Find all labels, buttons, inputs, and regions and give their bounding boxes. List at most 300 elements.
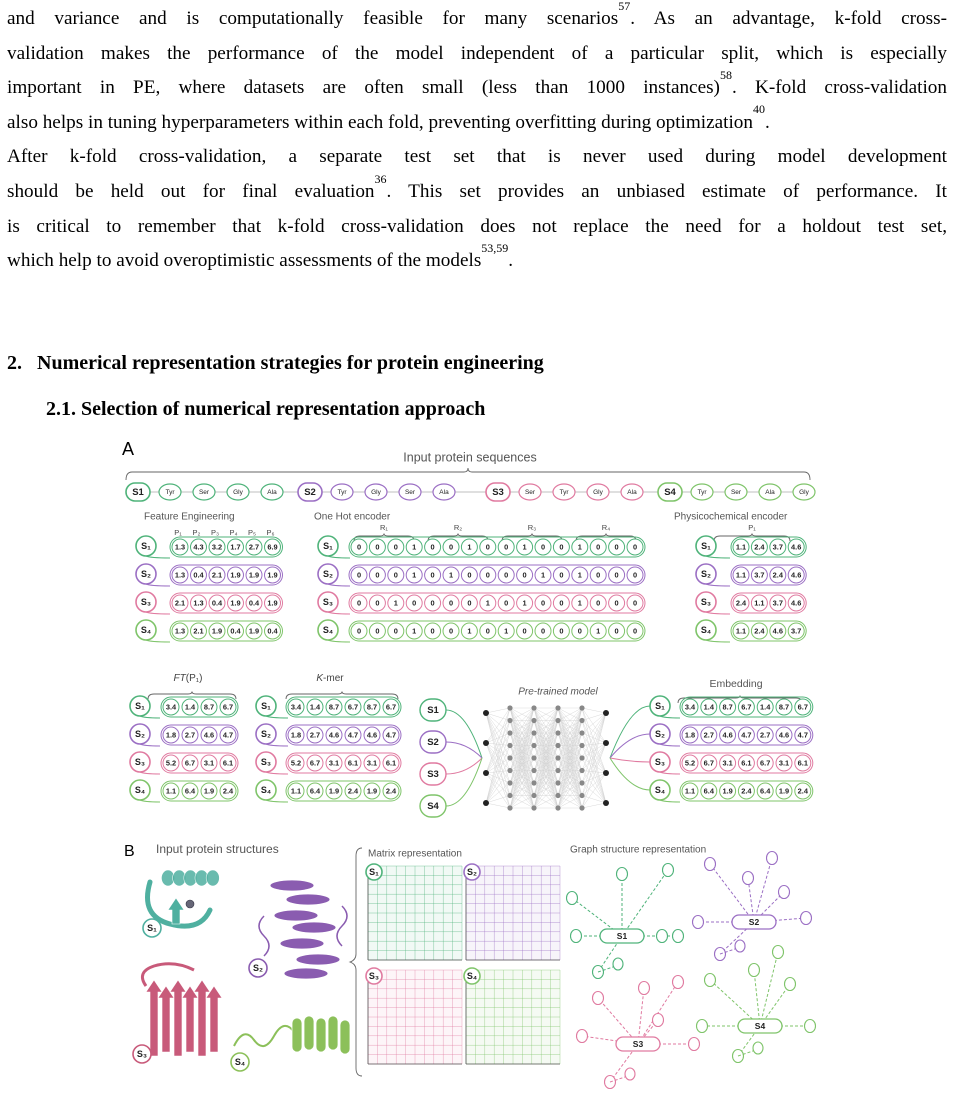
one-hot-value: 1 [448, 570, 454, 580]
body-paragraph [7, 2, 947, 279]
graph-node [663, 864, 674, 877]
network-node [555, 768, 560, 773]
graph-center-label: S3 [632, 1038, 644, 1049]
kmer-value: 5.2 [290, 758, 302, 768]
model-output-connector [610, 706, 650, 758]
one-hot-value: 0 [430, 598, 435, 608]
network-node [579, 705, 584, 710]
network-node [555, 718, 560, 723]
sequence-badge-label: S₁ [135, 700, 145, 711]
graph-node [571, 930, 582, 943]
sequence-badge-label: S₁ [655, 700, 665, 711]
sequence-badge-label: S₁ [369, 866, 379, 877]
sequence-badge-label: S₃ [140, 596, 152, 607]
feature-header: P₁ [174, 527, 182, 537]
one-hot-value: 0 [430, 626, 435, 636]
beta-strand [182, 986, 198, 1052]
network-node [531, 793, 536, 798]
feature-value: 0.4 [248, 598, 260, 608]
physicochemical-value: 3.7 [791, 626, 802, 636]
one-hot-value: 1 [596, 626, 601, 636]
one-hot-value: 1 [412, 626, 417, 636]
beta-strand [158, 986, 174, 1052]
feature-value: 1.9 [267, 598, 278, 608]
kmer-value: 8.7 [328, 702, 340, 712]
network-node [507, 718, 512, 723]
network-edge [486, 708, 510, 803]
network-node [531, 718, 536, 723]
feature-value: 1.7 [230, 542, 241, 552]
one-hot-group-label: R₂ [453, 522, 463, 532]
sequence-badge-label: S₁ [323, 540, 333, 551]
ft-value: 3.4 [165, 702, 177, 712]
one-hot-value: 1 [577, 570, 582, 580]
citation-superscript: 53,59 [481, 240, 509, 255]
graph-node [593, 992, 604, 1005]
residue-label: Ser [198, 489, 210, 497]
residue-label: Ala [765, 489, 775, 497]
graph-node [743, 872, 754, 885]
sequence-id: S2 [304, 487, 316, 499]
beta-strand [168, 898, 184, 924]
model-output-connector [610, 734, 650, 758]
feature-value: 2.1 [174, 598, 186, 608]
residue-label: Gly [799, 489, 809, 497]
residue-label: Gly [233, 489, 243, 497]
kmer-value: 8.7 [366, 702, 378, 712]
kmer-value: 4.7 [347, 730, 359, 740]
embedding-value: 1.4 [703, 702, 714, 712]
sequence-badge-label: S₂ [466, 866, 478, 877]
kmer-value: 3.1 [366, 758, 378, 768]
residue-label: Tyr [559, 489, 569, 497]
one-hot-value: 0 [522, 570, 527, 580]
physicochemical-value: 3.7 [772, 598, 783, 608]
network-node [603, 740, 609, 746]
embedding-value: 2.7 [703, 730, 714, 740]
graph-node [653, 1014, 664, 1027]
sequence-id: S4 [664, 487, 676, 499]
graph-edge [760, 952, 778, 1026]
kmer-value: 6.1 [385, 758, 397, 768]
network-node [507, 755, 512, 760]
sequence-badge-label: S₁ [701, 540, 711, 551]
network-node [555, 730, 560, 735]
kmer-value: 6.7 [347, 702, 359, 712]
ft-value: 6.4 [184, 786, 196, 796]
network-node [579, 743, 584, 748]
one-hot-value: 0 [559, 570, 564, 580]
graph-node [785, 978, 796, 991]
network-edge [486, 803, 510, 808]
ft-title: FT(P₁) [173, 672, 203, 684]
embedding-value: 2.4 [797, 786, 808, 796]
feature-value: 1.9 [267, 570, 278, 580]
graph-node [773, 946, 784, 959]
one-hot-value: 0 [596, 542, 601, 552]
graph-node [779, 886, 790, 899]
one-hot-value: 0 [375, 542, 380, 552]
residue-label: Ser [730, 489, 742, 497]
one-hot-value: 0 [485, 570, 490, 580]
physicochemical-value: 4.6 [791, 598, 802, 608]
ft-value: 5.2 [165, 758, 177, 768]
graph-node [577, 1030, 588, 1043]
figure [110, 436, 830, 1111]
embedding-value: 6.4 [760, 786, 771, 796]
kmer-value: 3.4 [290, 702, 302, 712]
sequence-id: S1 [132, 487, 144, 499]
row-connector [266, 772, 288, 774]
ft-value: 4.6 [203, 730, 215, 740]
one-hot-value: 0 [430, 570, 435, 580]
model-input-label: S1 [427, 705, 439, 717]
network-edge [582, 713, 606, 808]
kmer-value: 4.7 [385, 730, 397, 740]
one-hot-group-label: R₁ [380, 522, 388, 532]
sequence-badge-label: S₄ [654, 784, 666, 795]
network-edge [582, 803, 606, 808]
feature-value: 1.3 [174, 626, 186, 636]
helix-cylinder [296, 954, 340, 965]
network-node [579, 730, 584, 735]
one-hot-value: 0 [559, 626, 564, 636]
sequence-badge-label: S₂ [700, 568, 712, 579]
row-connector [266, 716, 288, 718]
one-hot-value: 0 [504, 570, 509, 580]
network-node [579, 805, 584, 810]
physicochemical-value: 3.7 [754, 570, 765, 580]
embedding-value: 3.1 [778, 758, 790, 768]
kmer-value: 4.6 [328, 730, 340, 740]
one-hot-value: 0 [485, 542, 490, 552]
feature-value: 1.9 [230, 598, 241, 608]
network-node [531, 780, 536, 785]
one-hot-value: 1 [504, 626, 509, 636]
sequence-badge-label: S₂ [140, 568, 152, 579]
graph-node [753, 1042, 763, 1054]
ft-value: 2.7 [184, 730, 196, 740]
helix-cylinder [274, 910, 318, 921]
ft-value: 6.7 [222, 702, 234, 712]
feature-value: 1.9 [248, 626, 260, 636]
one-hot-value: 1 [540, 570, 546, 580]
physicochemical-value: 4.6 [791, 542, 802, 552]
row-connector [706, 556, 730, 558]
row-connector [706, 640, 730, 642]
one-hot-value: 1 [485, 598, 490, 608]
helix-turn [206, 870, 219, 886]
one-hot-title: One Hot encoder [314, 511, 391, 523]
residue-label: Ala [627, 489, 637, 497]
network-node [555, 743, 560, 748]
network-node [483, 770, 489, 776]
kmer-value: 4.6 [366, 730, 378, 740]
one-hot-value: 0 [448, 542, 454, 552]
one-hot-group-label: R₃ [527, 522, 537, 532]
matrix-title: Matrix representation [368, 848, 462, 860]
graph-node [705, 974, 716, 987]
ft-value: 1.8 [165, 730, 177, 740]
kmer-value: 6.4 [309, 786, 321, 796]
ft-value: 6.7 [184, 758, 196, 768]
ft-value: 1.9 [203, 786, 215, 796]
network-node [507, 730, 512, 735]
feature-header: P₂ [192, 527, 201, 537]
one-hot-value: 0 [448, 598, 454, 608]
feature-value: 4.3 [193, 542, 204, 552]
network-node [555, 705, 560, 710]
graph-node [689, 1038, 700, 1051]
network-node [483, 740, 489, 746]
network-node [531, 730, 536, 735]
embedding-value: 1.9 [722, 786, 733, 796]
physicochemical-value: 2.4 [754, 542, 765, 552]
model-input-label: S2 [427, 737, 439, 749]
one-hot-value: 0 [540, 626, 546, 636]
embedding-value: 6.7 [797, 702, 808, 712]
feature-header: P₄ [229, 527, 238, 537]
input-sequences-title: Input protein sequences [403, 450, 537, 465]
graph-node [735, 940, 745, 952]
beta-strand [194, 980, 210, 1056]
one-hot-value: 0 [393, 570, 398, 580]
one-hot-value: 0 [540, 542, 546, 552]
embedding-value: 3.4 [684, 702, 696, 712]
physicochemical-value: 2.4 [772, 570, 783, 580]
network-node [531, 743, 536, 748]
network-node [579, 780, 584, 785]
one-hot-value: 0 [614, 598, 619, 608]
graph-edge [638, 988, 644, 1044]
network-node [507, 805, 512, 810]
graph-node [767, 852, 778, 865]
one-hot-value: 0 [393, 542, 398, 552]
embedding-value: 6.4 [703, 786, 714, 796]
one-hot-value: 0 [632, 570, 638, 580]
citation-superscript: 36 [374, 171, 387, 186]
embedding-value: 2.4 [741, 786, 752, 796]
feature-value: 2.7 [248, 542, 260, 552]
physicochemical-value: 1.1 [735, 542, 747, 552]
graph-edge [754, 858, 772, 922]
one-hot-value: 1 [412, 542, 417, 552]
feature-value: 0.4 [267, 626, 278, 636]
network-node [507, 705, 512, 710]
graph-center-label: S4 [754, 1020, 766, 1031]
embedding-value: 8.7 [722, 702, 733, 712]
embedding-value: 1.8 [684, 730, 696, 740]
sequence-badge-label: S₄ [260, 784, 272, 795]
helix-cylinder [340, 1020, 350, 1054]
physicochemical-value: 3.7 [772, 542, 783, 552]
feature-header: P₅ [247, 527, 257, 537]
brace [148, 692, 236, 700]
feature-value: 3.2 [211, 542, 223, 552]
graph-node [673, 976, 684, 989]
kmer-value: 1.4 [309, 702, 321, 712]
structure-s2-loop [337, 906, 347, 946]
one-hot-value: 0 [393, 626, 398, 636]
paragraph-line: After k-fold cross-validation, a separate test set that is never used during model development [7, 146, 947, 168]
network-node [555, 780, 560, 785]
model-input-connector [446, 710, 482, 758]
residue-label: Tyr [337, 489, 347, 497]
embedding-value: 1.9 [778, 786, 790, 796]
embedding-value: 1.1 [684, 786, 696, 796]
network-node [603, 710, 609, 716]
graph-node [657, 930, 668, 943]
network-node [555, 793, 560, 798]
helix-cylinder [280, 938, 324, 949]
sequence-badge-label: S₂ [260, 728, 272, 739]
sequence-badge-label: S₂ [134, 728, 146, 739]
ft-value: 1.1 [165, 786, 177, 796]
brace [126, 468, 810, 480]
row-connector [706, 612, 730, 614]
one-hot-value: 0 [614, 570, 619, 580]
one-hot-value: 1 [393, 598, 398, 608]
graph-node [613, 958, 623, 970]
kmer-value: 1.9 [366, 786, 378, 796]
residue-label: Ser [404, 489, 416, 497]
graph-node [639, 982, 650, 995]
row-connector [266, 744, 288, 746]
network-edge [486, 708, 510, 713]
one-hot-value: 0 [375, 626, 380, 636]
structure-s3-loop [142, 964, 194, 986]
embedding-value: 6.7 [760, 758, 771, 768]
beta-strand [206, 986, 222, 1052]
one-hot-group-label: R₄ [601, 522, 611, 532]
one-hot-value: 1 [577, 542, 582, 552]
sequence-badge-label: S₂ [654, 728, 666, 739]
feature-value: 1.9 [248, 570, 260, 580]
network-node [531, 805, 536, 810]
kmer-title: K-mer [316, 672, 344, 684]
sequence-badge-label: S₄ [322, 624, 334, 635]
row-connector [266, 800, 288, 802]
graph-node [693, 916, 704, 929]
graph-node [801, 912, 812, 925]
pretrained-title: Pre-trained model [518, 686, 598, 698]
structure-s2-loop [259, 916, 269, 956]
graph-node [805, 1020, 816, 1033]
helix-cylinder [304, 1016, 314, 1050]
embedding-value: 4.6 [722, 730, 733, 740]
network-node [507, 793, 512, 798]
feature-value: 1.9 [230, 570, 241, 580]
kmer-value: 6.7 [385, 702, 397, 712]
network-node [507, 743, 512, 748]
model-input-connector [446, 758, 482, 806]
feature-header: P₆ [266, 527, 275, 537]
network-node [531, 768, 536, 773]
one-hot-value: 0 [504, 542, 509, 552]
embedding-value: 1.4 [760, 702, 771, 712]
sequence-badge-label: S₄ [234, 1056, 246, 1067]
feature-value: 0.4 [211, 598, 223, 608]
helix-cylinder [292, 1018, 302, 1052]
one-hot-value: 0 [614, 542, 619, 552]
network-node [531, 705, 536, 710]
row-connector [146, 556, 170, 558]
paragraph-line: should be held out for final evaluation$^{36}$. This set provides an unbiased estimate of performance. It [7, 171, 947, 202]
one-hot-value: 0 [356, 570, 362, 580]
physicochemical-title: Physicochemical encoder [674, 511, 788, 523]
sequence-badge-label: S₁ [147, 922, 157, 933]
feature-value: 6.9 [267, 542, 278, 552]
paragraph-line: which help to avoid overoptimistic assessments of the models$^{53,59}$. [7, 240, 514, 272]
network-node [603, 770, 609, 776]
ft-value: 1.4 [184, 702, 196, 712]
sequence-badge-label: S₃ [368, 970, 380, 981]
feature-header: P₃ [210, 527, 220, 537]
one-hot-value: 0 [504, 598, 509, 608]
paragraph-line: and variance and is computationally feasible for many scenarios$^{57}$. As an advantage, k-fold cross- [7, 0, 947, 29]
sequence-badge-label: S₄ [140, 624, 152, 635]
one-hot-value: 0 [356, 626, 362, 636]
embedding-value: 6.1 [797, 758, 808, 768]
graph-center-label: S2 [748, 916, 760, 927]
one-hot-value: 1 [412, 570, 417, 580]
one-hot-value: 0 [632, 542, 638, 552]
embedding-value: 4.7 [797, 730, 808, 740]
feature-value: 1.3 [174, 570, 186, 580]
feature-value: 1.9 [211, 626, 223, 636]
one-hot-value: 0 [485, 626, 490, 636]
kmer-value: 6.1 [347, 758, 359, 768]
network-node [579, 755, 584, 760]
one-hot-value: 0 [448, 626, 454, 636]
structure-s1-helix [161, 870, 219, 886]
physicochemical-value: 2.4 [754, 626, 765, 636]
helix-cylinder [316, 1018, 326, 1052]
row-connector [146, 584, 170, 586]
one-hot-value: 0 [596, 570, 601, 580]
row-connector [328, 584, 350, 586]
embedding-title: Embedding [709, 677, 763, 690]
sequence-badge-label: S₄ [700, 624, 712, 635]
sequence-badge-label: S₃ [260, 756, 272, 767]
sequence-id: S3 [492, 487, 504, 499]
one-hot-value: 0 [632, 598, 638, 608]
network-node [579, 768, 584, 773]
one-hot-value: 0 [559, 542, 564, 552]
structure-s4-loop [234, 1026, 294, 1046]
kmer-value: 2.4 [385, 786, 397, 796]
one-hot-value: 0 [614, 626, 619, 636]
graph-edge [622, 870, 668, 936]
graph-node [625, 1068, 635, 1080]
kmer-value: 6.7 [309, 758, 321, 768]
network-node [531, 755, 536, 760]
physicochemical-value: 1.1 [735, 626, 747, 636]
graph-node [617, 868, 628, 881]
model-output-connector [610, 758, 650, 790]
embedding-value: 4.6 [778, 730, 790, 740]
physicochemical-value: 1.1 [754, 598, 765, 608]
embedding-value: 6.1 [741, 758, 752, 768]
one-hot-value: 1 [467, 542, 472, 552]
kmer-value: 1.9 [328, 786, 340, 796]
network-node [579, 718, 584, 723]
network-node [483, 800, 489, 806]
model-input-label: S4 [427, 801, 439, 813]
row-connector [328, 556, 350, 558]
ft-value: 2.4 [222, 786, 234, 796]
network-edge [486, 713, 510, 808]
